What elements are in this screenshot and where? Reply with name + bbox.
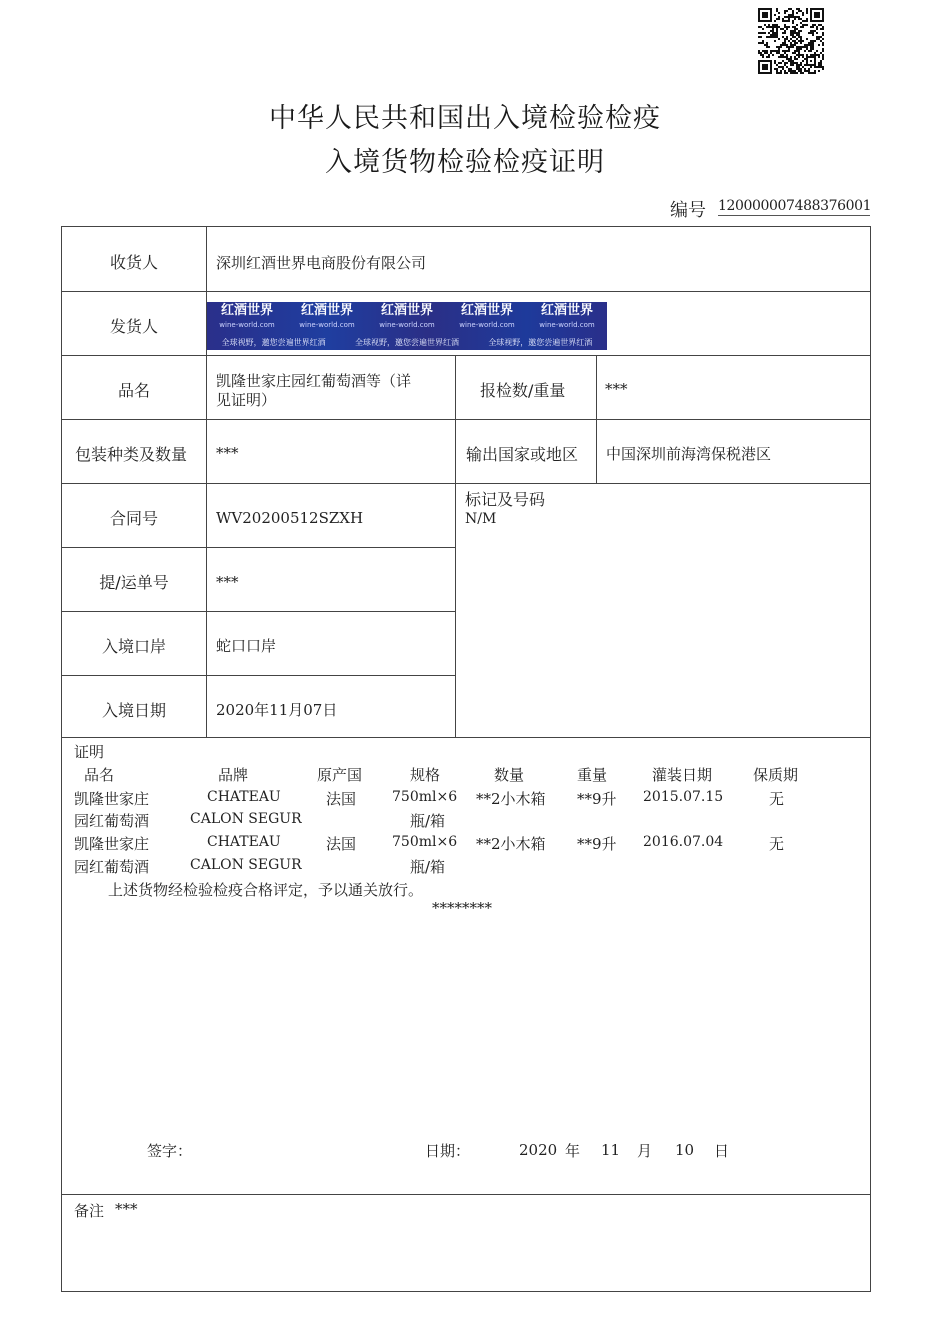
- row-divider: [62, 675, 456, 676]
- table-row-weight: **9升: [577, 835, 617, 853]
- row-divider: [62, 291, 870, 292]
- table-row-spec-cont: 瓶/箱: [410, 812, 446, 830]
- quantity-weight-label: 报检数/重量: [480, 381, 566, 400]
- packing-value: ***: [216, 444, 239, 462]
- table-row-spec: 750ml×6: [392, 789, 458, 805]
- consignor-label: 发货人: [109, 317, 158, 336]
- product-name-label: 品名: [117, 381, 150, 400]
- table-row-quantity: **2小木箱: [476, 835, 546, 853]
- table-row-country: 法国: [326, 790, 357, 808]
- product-name-value-line1: 凯隆世家庄园红葡萄酒等（详: [216, 372, 412, 390]
- table-row-fill-date: 2015.07.15: [643, 789, 724, 805]
- col-header-shelf-life: 保质期: [753, 766, 799, 784]
- serial-number-value: 120000007488376001: [718, 198, 872, 214]
- consignee-value: 深圳红酒世界电商股份有限公司: [216, 254, 427, 272]
- row-divider: [62, 419, 870, 420]
- table-row-country: 法国: [326, 835, 357, 853]
- table-row-product: 凯隆世家庄: [74, 790, 150, 808]
- origin-region-label: 输出国家或地区: [466, 445, 579, 464]
- marks-value: N/M: [465, 511, 497, 527]
- col-header-country: 原产国: [317, 766, 363, 784]
- table-row-shelf-life: 无: [769, 835, 785, 853]
- col-header-fill-date: 灌装日期: [652, 766, 713, 784]
- row-divider: [62, 547, 456, 548]
- banner-slogan: 全球视野，邀您尝遍世界红酒: [221, 338, 326, 347]
- serial-number-label: 编号: [670, 200, 706, 221]
- col-header-product: 品名: [84, 766, 115, 784]
- day-char: 日: [714, 1142, 730, 1160]
- column-divider: [455, 355, 456, 737]
- issue-date-year: 2020: [519, 1141, 558, 1159]
- table-row-spec-cont: 瓶/箱: [410, 858, 446, 876]
- table-row-brand: CHATEAU: [207, 834, 281, 850]
- origin-region-value: 中国深圳前海湾保税港区: [606, 445, 772, 463]
- banner-logo: 红酒世界 wine-world.com: [539, 303, 595, 329]
- col-header-brand: 品牌: [218, 766, 249, 784]
- row-divider: [62, 355, 870, 356]
- table-row-brand: CHATEAU: [207, 789, 281, 805]
- consignee-label: 收货人: [109, 253, 158, 272]
- document-title-line1: 中华人民共和国出入境检验检疫: [269, 103, 661, 134]
- table-row-product-cont: 园红葡萄酒: [74, 812, 150, 830]
- month-char: 月: [637, 1142, 653, 1160]
- table-row-fill-date: 2016.07.04: [643, 834, 724, 850]
- certificate-label: 证明: [74, 743, 105, 761]
- contract-number-value: WV20200512SZXH: [216, 509, 364, 527]
- row-divider: [62, 1194, 870, 1195]
- table-row-product: 凯隆世家庄: [74, 835, 150, 853]
- issue-date-month: 11: [601, 1141, 621, 1159]
- issue-date-day: 10: [675, 1141, 695, 1159]
- row-divider: [62, 483, 870, 484]
- masked-stars: ********: [432, 899, 492, 917]
- contract-number-label: 合同号: [109, 509, 158, 528]
- document-title-line2: 入境货物检验检疫证明: [325, 147, 605, 178]
- column-divider: [596, 355, 597, 483]
- banner-logo: 红酒世界 wine-world.com: [299, 303, 355, 329]
- entry-date-value: 2020年11月07日: [216, 701, 338, 719]
- banner-slogan: 全球视野，邀您尝遍世界红酒: [488, 338, 593, 347]
- table-row-shelf-life: 无: [769, 790, 785, 808]
- product-name-value-line2: 见证明）: [216, 391, 277, 409]
- remarks-label: 备注: [74, 1202, 105, 1220]
- banner-logo: 红酒世界 wine-world.com: [459, 303, 515, 329]
- row-divider: [62, 611, 456, 612]
- banner-slogan: 全球视野，邀您尝遍世界红酒: [354, 338, 459, 347]
- bill-of-lading-value: ***: [216, 573, 239, 591]
- table-row-spec: 750ml×6: [392, 834, 458, 850]
- qr-code: [758, 8, 824, 74]
- year-char: 年: [565, 1142, 581, 1160]
- table-row-brand-cont: CALON SEGUR: [190, 811, 302, 827]
- signature-label: 签字：: [147, 1142, 193, 1160]
- col-header-weight: 重量: [577, 766, 608, 784]
- table-row-quantity: **2小木箱: [476, 790, 546, 808]
- consignor-banner-logo: [207, 302, 607, 350]
- remarks-value: ***: [115, 1200, 138, 1218]
- clearance-statement: 上述货物经检验检疫合格评定，予以通关放行。: [108, 881, 424, 899]
- table-row-weight: **9升: [577, 790, 617, 808]
- bill-of-lading-label: 提/运单号: [99, 573, 169, 592]
- entry-date-label: 入境日期: [101, 701, 166, 720]
- table-row-brand-cont: CALON SEGUR: [190, 857, 302, 873]
- issue-date-label: 日期：: [425, 1142, 471, 1160]
- quantity-weight-value: ***: [605, 380, 628, 398]
- marks-label: 标记及号码: [465, 490, 546, 509]
- entry-port-label: 入境口岸: [101, 637, 166, 656]
- col-header-quantity: 数量: [494, 766, 525, 784]
- col-header-spec: 规格: [410, 766, 441, 784]
- row-divider: [62, 737, 870, 738]
- entry-port-value: 蛇口口岸: [216, 637, 277, 655]
- banner-logo: 红酒世界 wine-world.com: [379, 303, 435, 329]
- table-row-product-cont: 园红葡萄酒: [74, 858, 150, 876]
- packing-label: 包装种类及数量: [75, 445, 188, 464]
- banner-logo: 红酒世界 wine-world.com: [219, 303, 275, 329]
